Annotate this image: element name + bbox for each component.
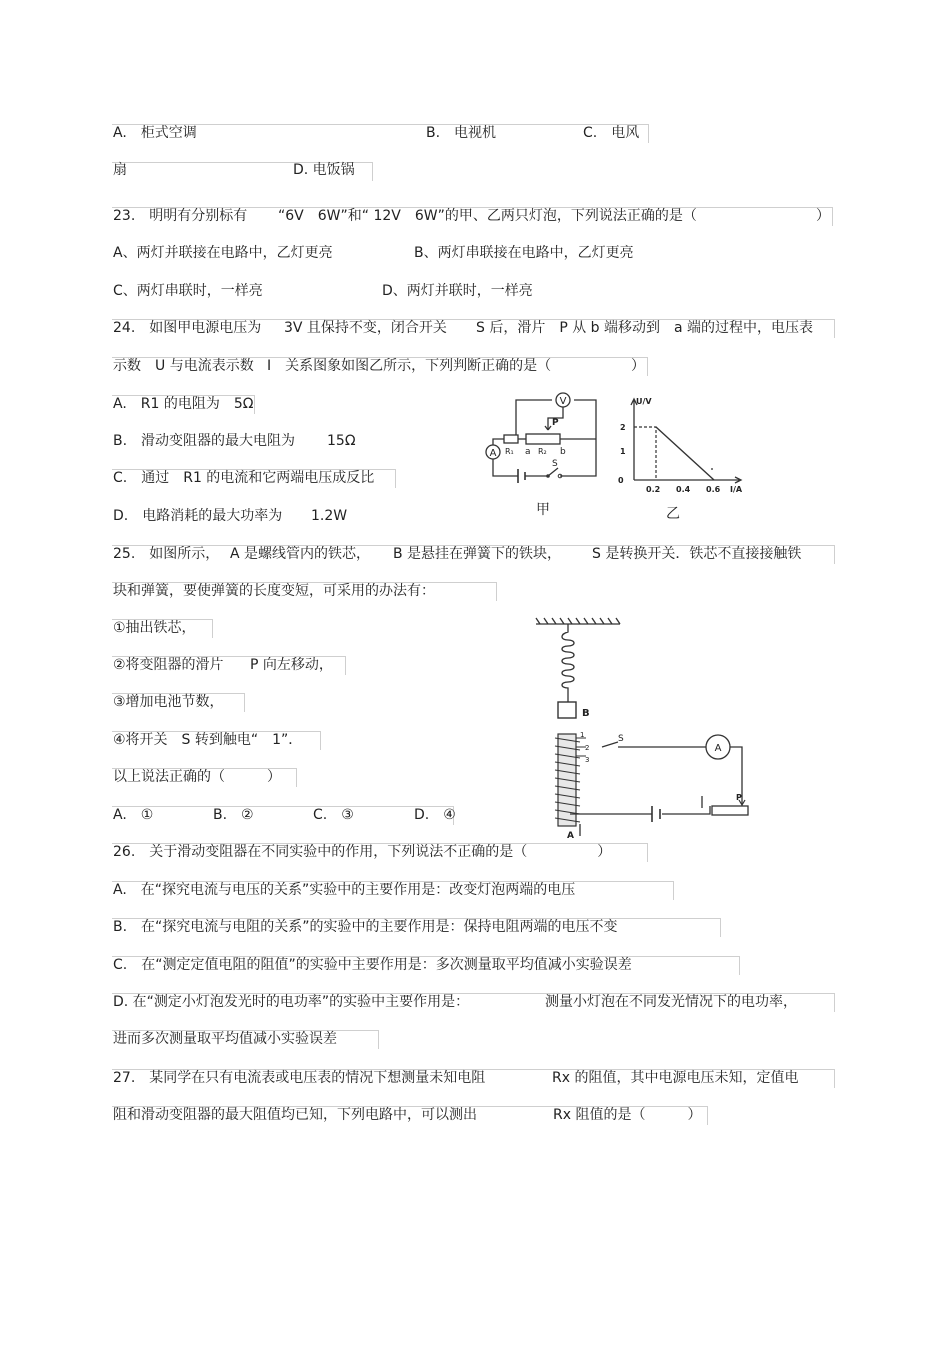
x-tick-0.4: 0.4 [676, 485, 691, 494]
block-b-label: B [582, 708, 590, 719]
switch-s-label: S [618, 734, 624, 744]
q24-stem: I 关系图象如图乙所示，下列判断正确的是（ [267, 358, 552, 374]
q24-circuit-figure [478, 392, 608, 524]
slider-p-label: P [736, 793, 742, 802]
q25-stem: S 是转换开关．铁芯不直接接触铁 [592, 546, 802, 562]
y-axis-label: U/V [636, 397, 652, 406]
q25-statement-3: ③增加电池节数， [113, 694, 224, 710]
q25-electromagnet-figure [530, 614, 760, 842]
figure-yi-caption: 乙 [666, 506, 680, 522]
terminal-3-label: 3 [585, 756, 590, 764]
resistor-r1 [504, 435, 518, 443]
q27-stem: Rx 的阻值，其中电源电压未知，定值电 [552, 1070, 799, 1086]
q25-statement-2: ②将变阻器的滑片 [113, 657, 224, 673]
q25-statement-1: ①抽出铁芯， [113, 620, 196, 636]
q23-option-a: A、两灯并联接在电路中，乙灯更亮 [113, 245, 333, 261]
q22-option-c: C. 电风 [583, 125, 640, 141]
q25-option-a: A. ① [113, 807, 154, 823]
q23-option-c: C、两灯串联时，一样亮 [113, 283, 263, 299]
q25-option-c: C. ③ [313, 807, 354, 823]
terminal-2-label: 2 [585, 744, 590, 752]
y-tick-2: 2 [620, 423, 626, 432]
q23-option-b: B、两灯串联接在电路中，乙灯更亮 [414, 245, 634, 261]
ui-line [656, 427, 714, 480]
x-tick-0.2: 0.2 [646, 485, 661, 494]
r1-label: R₁ [505, 447, 514, 456]
y-tick-1: 1 [620, 447, 626, 456]
q25-stem: 25. 如图所示， [113, 546, 220, 562]
q27-stem: 阻和滑动变阻器的最大阻值均已知，下列电路中，可以测出 [113, 1107, 477, 1123]
q23-stem: ） [816, 208, 830, 224]
x-tick-0.6: 0.6 [706, 485, 721, 494]
q26-stem: 26. 关于滑动变阻器在不同实验中的作用，下列说法不正确的是（ ） [113, 844, 612, 860]
q23-stem: 23. 明明有分别标有 [113, 208, 248, 224]
end-b-label: b [560, 447, 566, 457]
q22-option-b: B. 电视机 [426, 125, 497, 141]
q22-option-c-cont: 扇 [113, 162, 127, 178]
ammeter-label: A [489, 448, 497, 459]
r2-label: R₂ [538, 447, 547, 456]
q27-stem: Rx 阻值的是（ ） [553, 1107, 702, 1123]
q25-conclusion: 以上说法正确的（ ） [113, 769, 281, 785]
terminal-1-label: 1 [580, 731, 585, 739]
q24-stem: 24. 如图甲电源电压为 [113, 320, 262, 336]
slider-label: P [552, 418, 559, 428]
switch-label: S [552, 459, 558, 469]
q22-option-d: D. 电饭锅 [293, 162, 355, 178]
end-a-label: a [525, 447, 531, 457]
spring-icon [562, 624, 574, 702]
q25-option-b: B. ② [213, 807, 254, 823]
switch-s-icon [602, 742, 618, 747]
q26-option-b: B. 在“探究电流与电阻的关系”的实验中的主要作用是：保持电阻两端的电压不变 [113, 919, 618, 935]
q24-ui-graph [612, 392, 752, 524]
iron-block-b [558, 702, 576, 718]
q25-statement-4: ④将开关 S 转到触电“ 1”． [113, 732, 303, 748]
dashed-guide [634, 427, 656, 480]
q23-option-d: D、两灯并联时，一样亮 [382, 283, 533, 299]
switch-icon [548, 468, 558, 476]
q25-stem: B 是悬挂在弹簧下的铁块， [393, 546, 562, 562]
q24-option-b-value: 15Ω [327, 433, 356, 449]
battery-icon [652, 806, 660, 822]
q24-stem: 示数 U 与电流表示数 [113, 358, 254, 374]
q25-option-d: D. ④ [414, 807, 456, 823]
q24-option-c: C. 通过 R1 的电流和它两端电压成反比 [113, 470, 375, 486]
line-box [112, 806, 454, 825]
rheostat-icon [712, 806, 748, 815]
q25-stem: A 是螺线管内的铁芯， [230, 546, 371, 562]
origin-label: 0 [618, 476, 624, 485]
q26-option-d: D. 在“测定小灯泡发光时的电功率”的实验中主要作用是： [113, 994, 470, 1010]
rheostat-r2 [526, 434, 560, 444]
q25-statement-2: P 向左移动， [250, 657, 333, 673]
q26-option-d: 测量小灯泡在不同发光情况下的电功率， [545, 994, 797, 1010]
voltmeter-label: V [559, 396, 567, 407]
q24-option-a: A. R1 的电阻为 5Ω [113, 396, 254, 412]
q26-option-d-cont: 进而多次测量取平均值减小实验误差 [113, 1031, 337, 1047]
q24-option-d: D. 电路消耗的最大功率为 [113, 508, 283, 524]
coil-core-label: A [567, 831, 574, 841]
q25-stem: 块和弹簧，要使弹簧的长度变短，可采用的办法有： [113, 583, 435, 599]
figure-jia-caption: 甲 [536, 502, 550, 518]
q24-option-b: B. 滑动变阻器的最大电阻为 [113, 433, 296, 449]
q24-stem: S 后，滑片 P 从 b 端移动到 a 端的过程中，电压表 [476, 320, 814, 336]
q24-option-d-value: 1.2W [311, 508, 348, 524]
q26-option-c: C. 在“测定定值电阻的阻值”的实验中主要作用是：多次测量取平均值减小实验误差 [113, 957, 632, 973]
q22-option-a: A. 柜式空调 [113, 125, 197, 141]
q27-stem: 27. 某同学在只有电流表或电压表的情况下想测量未知电阻 [113, 1070, 486, 1086]
ammeter-label: A [714, 743, 722, 754]
q24-stem: ） [631, 358, 645, 374]
battery-icon [518, 469, 525, 483]
q24-stem: 3V 且保持不变，闭合开关 [284, 320, 447, 336]
q23-stem: “6V 6W”和“ 12V 6W”的甲、乙两只灯泡，下列说法正确的是（ [278, 208, 697, 224]
q26-option-a: A. 在“探究电流与电压的关系”实验中的主要作用是：改变灯泡两端的电压 [113, 882, 576, 898]
x-axis-label: I/A [730, 485, 743, 494]
